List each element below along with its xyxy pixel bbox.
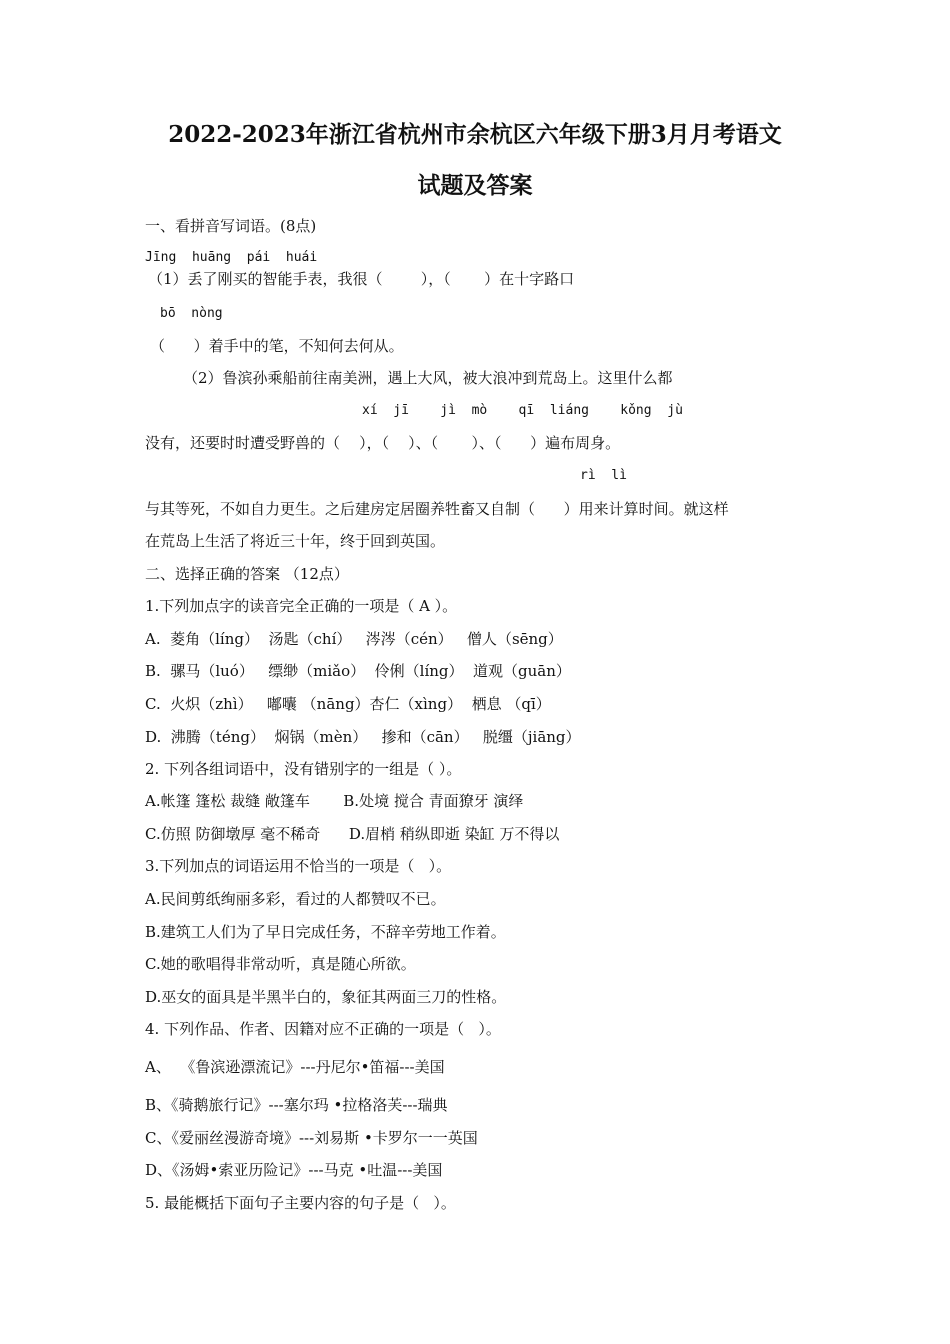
section-heading: 一、看拼音写词语。(8点) xyxy=(145,217,317,235)
question-text: （1）丢了刚买的智能手表，我很（ ），（ ）在十字路口 xyxy=(148,270,575,288)
question-text: 3.下列加点的词语运用不恰当的一项是（ ）。 xyxy=(145,857,452,875)
option-text: D. 沸腾（téng） 焖锅（mèn） 掺和（cān） 脱缰（jiāng） xyxy=(145,728,581,746)
option-text: D、《汤姆•索亚历险记》---马克 •吐温---美国 xyxy=(145,1161,443,1179)
option-text: B. 骡马（luó） 缥缈（miǎo） 伶俐（líng） 道观（guān） xyxy=(145,662,571,680)
option-text: B.建筑工人们为了早日完成任务，不辞辛劳地工作着。 xyxy=(145,923,506,941)
section-heading: 二、选择正确的答案 （12点） xyxy=(145,565,349,583)
option-text: C.仿照 防御墩厚 毫不稀奇 D.眉梢 稍纵即逝 染缸 万不得以 xyxy=(145,825,560,843)
question-text: 在荒岛上生活了将近三十年，终于回到英国。 xyxy=(145,532,446,550)
option-text: C.她的歌唱得非常动听，真是随心所欲。 xyxy=(145,955,416,973)
question-text: （ ）着手中的笔，不知何去何从。 xyxy=(150,337,404,355)
pinyin-line: Jīng huāng pái huái xyxy=(145,250,318,265)
pinyin-line: bō nòng xyxy=(160,306,223,321)
question-text: 1.下列加点字的读音完全正确的一项是（ A ）。 xyxy=(145,597,458,615)
option-text: A.帐篷 篷松 裁缝 敞篷车 B.处境 搅合 青面獠牙 演绎 xyxy=(145,792,524,810)
question-text: 4. 下列作品、作者、因籍对应不正确的一项是（ ）。 xyxy=(145,1020,501,1038)
question-text: 2. 下列各组词语中，没有错别字的一组是（ ）。 xyxy=(145,760,462,778)
pinyin-line: rì lì xyxy=(580,468,627,483)
page-title-line2: 试题及答案 xyxy=(417,172,533,199)
question-text: 与其等死，不如自力更生。之后建房定居圈养牲畜又自制（ ）用来计算时间。就这样 xyxy=(145,500,729,518)
question-text: 没有，还要时时遭受野兽的（ ），（ ）、（ ）、（ ）遍布周身。 xyxy=(145,434,621,452)
option-text: B、《骑鹅旅行记》---塞尔玛 •拉格洛芙---瑞典 xyxy=(145,1096,448,1114)
option-text: C. 火炽（zhì） 嘟囔 （nāng）杏仁（xìng） 栖息 （qī） xyxy=(145,695,551,713)
option-text: C、《爱丽丝漫游奇境》---刘易斯 •卡罗尔一一英国 xyxy=(145,1129,478,1147)
pinyin-line: xí jī jì mò qī liáng kǒng jù xyxy=(362,403,683,418)
question-text: （2）鲁滨孙乘船前往南美洲，遇上大风，被大浪冲到荒岛上。这里什么都 xyxy=(183,369,673,387)
option-text: A、 《鲁滨逊漂流记》---丹尼尔•笛福---美国 xyxy=(145,1058,445,1076)
question-text: 5. 最能概括下面句子主要内容的句子是（ ）。 xyxy=(145,1194,456,1212)
option-text: A. 菱角（líng） 汤匙（chí） 涔涔（cén） 僧人（sēng） xyxy=(145,630,563,648)
page-title: 2022-2023年浙江省杭州市余杭区六年级下册3月月考语文 xyxy=(168,121,782,148)
option-text: D.巫女的面具是半黑半白的，象征其两面三刀的性格。 xyxy=(145,988,507,1006)
option-text: A.民间剪纸绚丽多彩，看过的人都赞叹不已。 xyxy=(145,890,446,908)
